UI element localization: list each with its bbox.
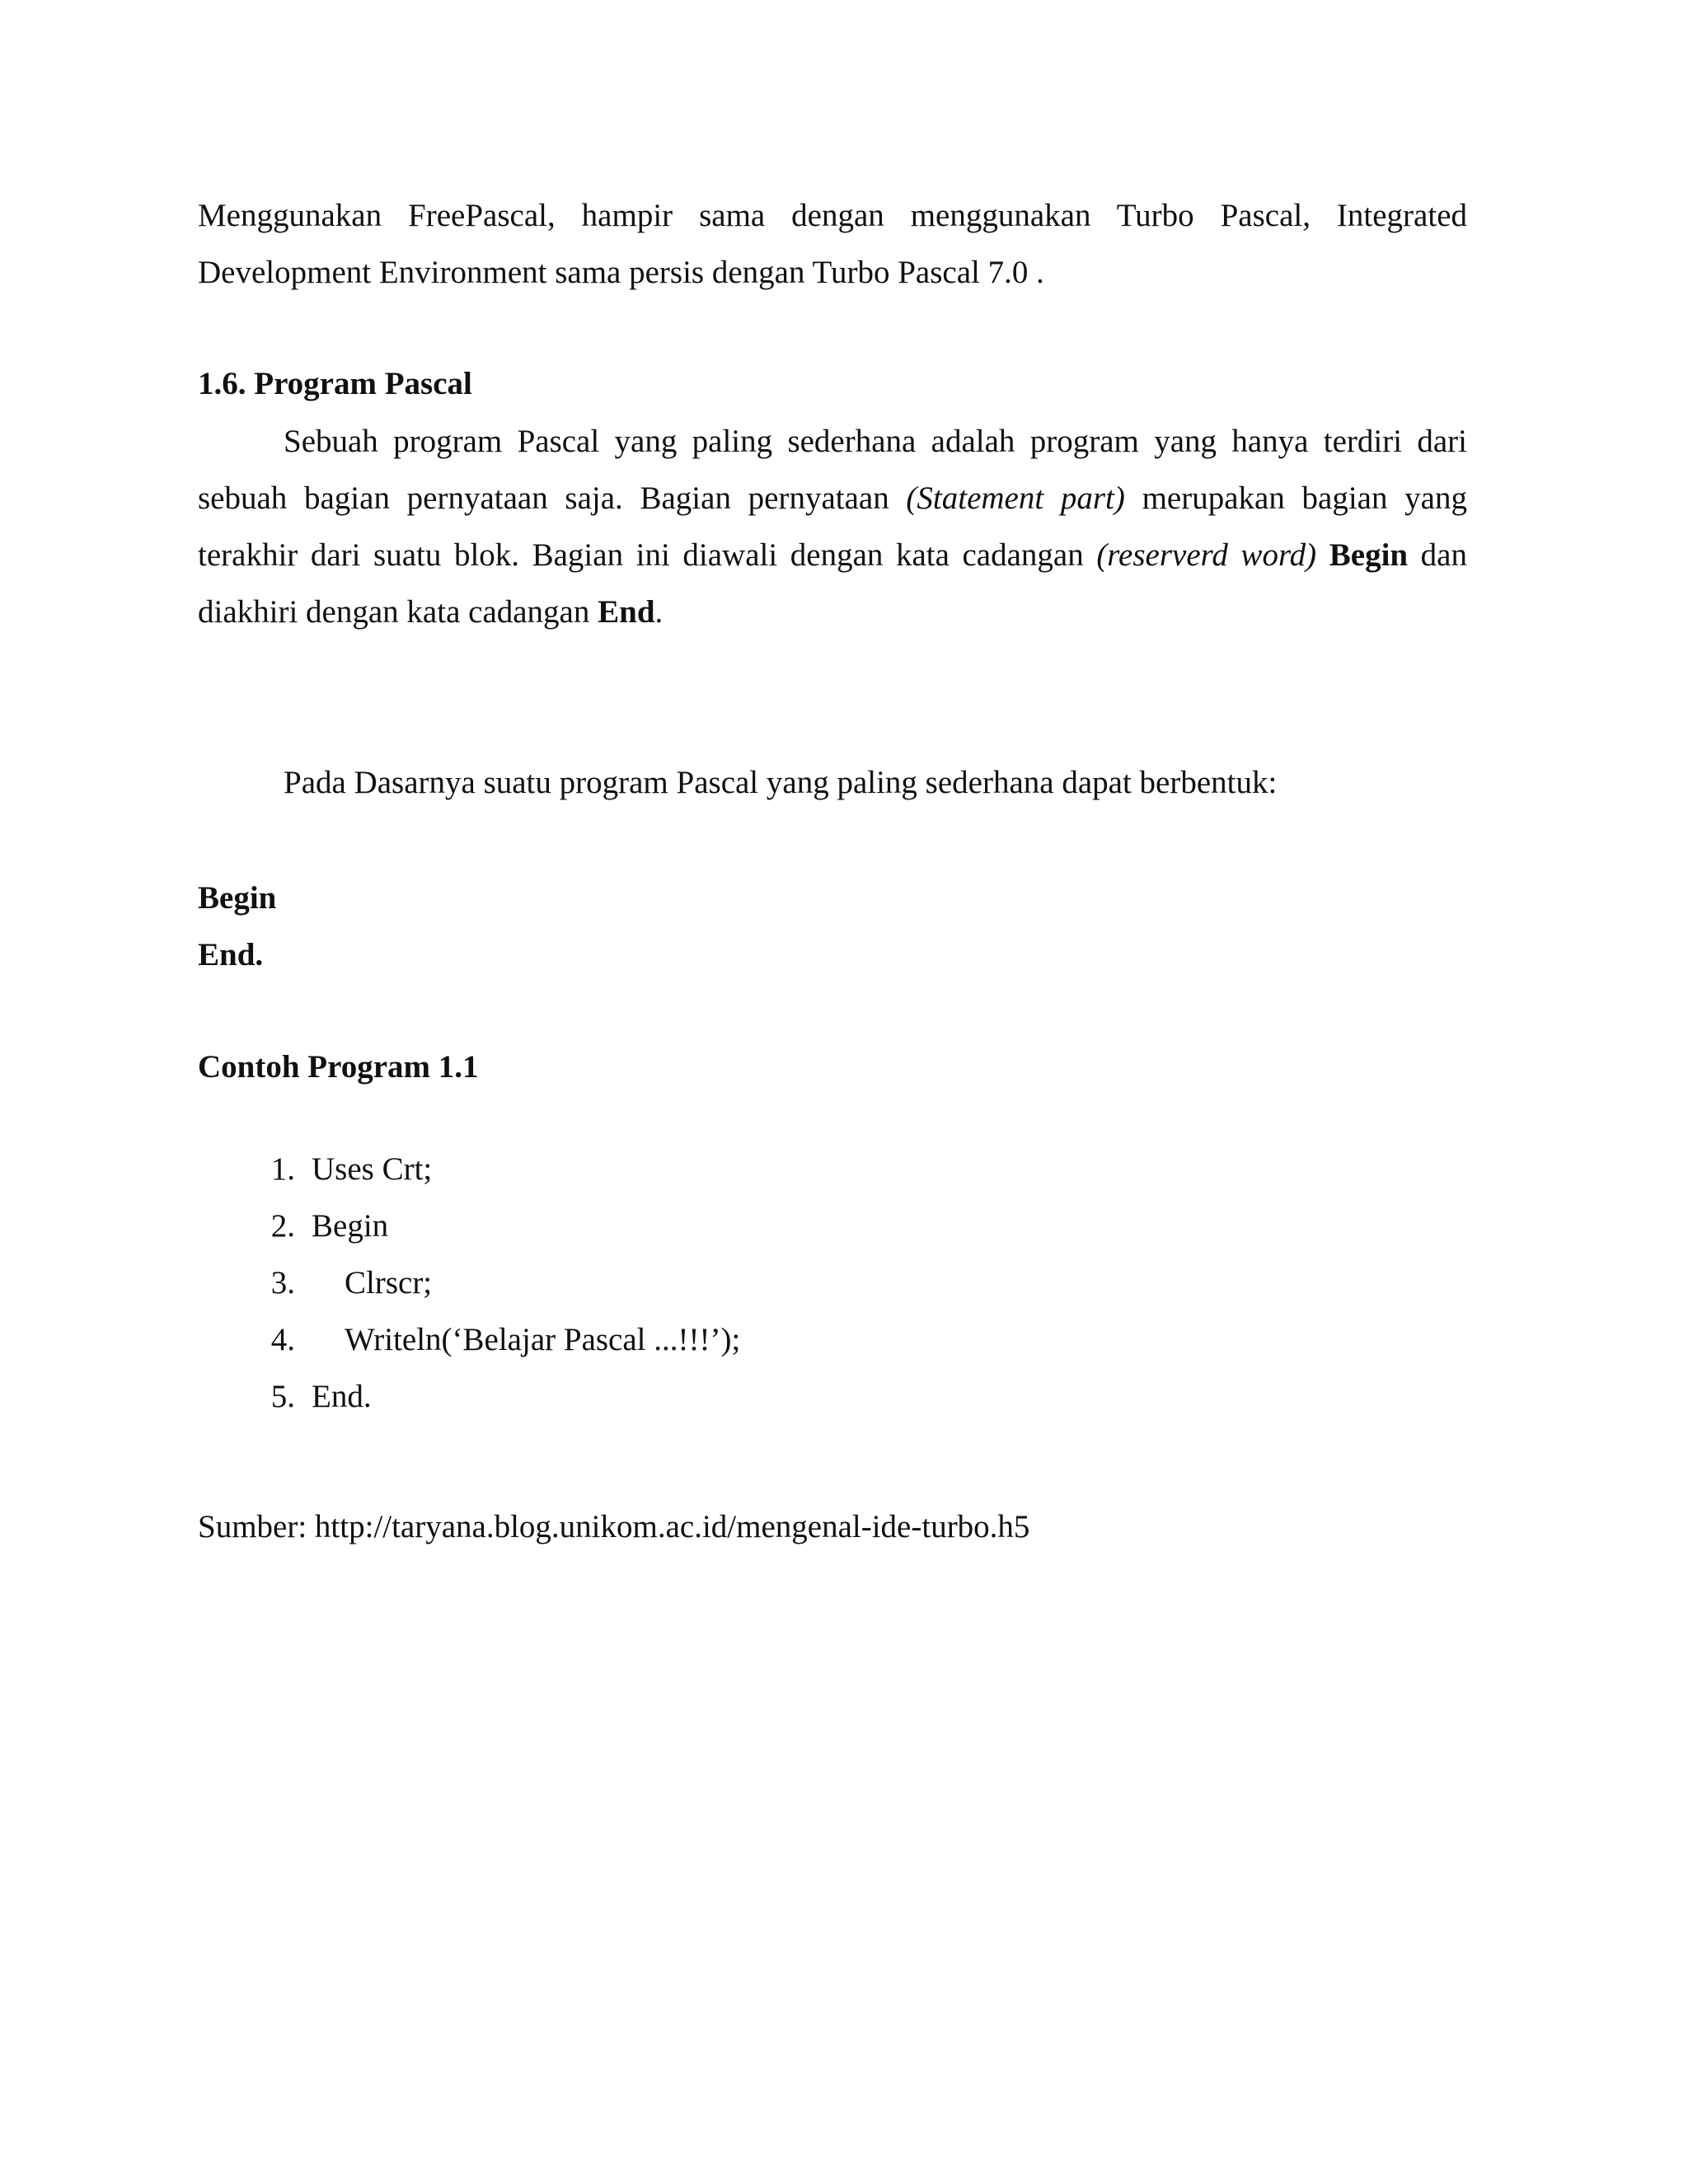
statement-part-term: (Statement part) <box>906 480 1125 516</box>
line-number: 4. <box>270 1322 295 1357</box>
code-line <box>198 1254 740 1311</box>
code-line <box>198 1141 740 1197</box>
code-line <box>198 1197 740 1254</box>
skeleton-begin: Begin <box>198 880 277 916</box>
line-number: 1. <box>270 1151 295 1187</box>
example-heading: Contoh Program 1.1 <box>198 1049 479 1085</box>
line-number: 2. <box>270 1208 295 1244</box>
section-paragraph-2: Pada Dasarnya suatu program Pascal yang paling sederhana dapat berbentuk: <box>284 765 1278 800</box>
begin-keyword: Begin <box>1329 537 1409 573</box>
paragraph-span: dan diakhiri dengan kata cadangan <box>198 537 1467 630</box>
code-line <box>198 1311 740 1368</box>
code-text: Uses Crt; <box>312 1151 433 1187</box>
code-line <box>198 1368 740 1425</box>
reserved-word-term: (reserverd word) <box>1096 537 1317 573</box>
paragraph-span: Sebuah program Pascal yang paling sederhana adalah program yang hanya terdiri dari sebuah bagian pernyataan saja. Bagian pernyataan <box>198 424 1467 516</box>
code-text: Clrscr; <box>345 1265 433 1301</box>
line-number: 5. <box>270 1379 295 1414</box>
code-text: End. <box>312 1379 372 1414</box>
source-reference: Sumber: http://taryana.blog.unikom.ac.id/mengenal-ide-turbo.h5 <box>198 1509 1030 1544</box>
end-keyword: End <box>598 594 655 630</box>
paragraph-span: merupakan bagian yang terakhir dari suatu blok. Bagian ini diawali dengan kata cadangan <box>198 480 1467 573</box>
code-text: Begin <box>312 1208 389 1244</box>
intro-paragraph <box>198 187 1467 301</box>
paragraph-span <box>1316 537 1329 573</box>
section-paragraph-1 <box>198 413 1467 640</box>
intro-text: Menggunakan FreePascal, hampir sama dengan menggunakan Turbo Pascal, Integrated Development Environment sama persis dengan Turbo Pascal 7.0 . <box>198 198 1467 290</box>
skeleton-end: End. <box>198 937 264 972</box>
code-listing <box>198 1141 740 1425</box>
section-heading: 1.6. Program Pascal <box>198 366 472 401</box>
line-number: 3. <box>270 1265 295 1301</box>
paragraph-span: . <box>654 594 663 630</box>
code-text: Writeln(‘Belajar Pascal ...!!!’); <box>345 1322 741 1357</box>
paragraph-text <box>198 413 1467 640</box>
